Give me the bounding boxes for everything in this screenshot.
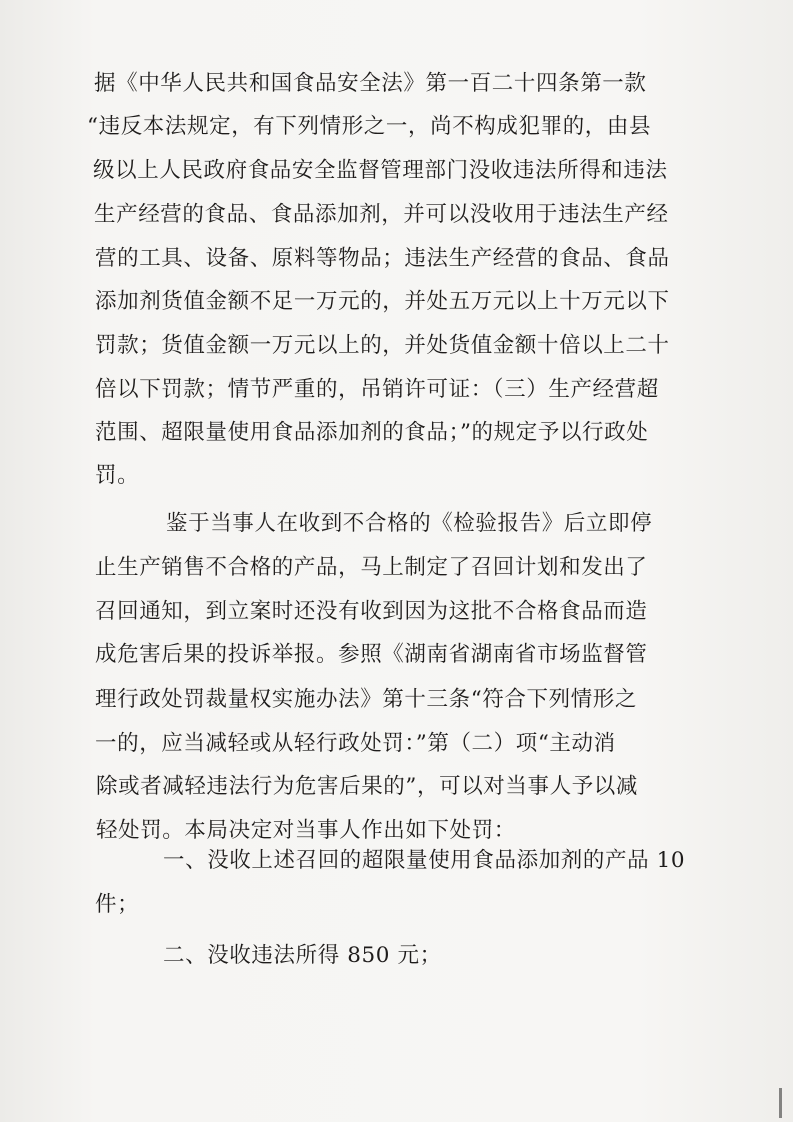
paragraph-2-line-6: 一的，应当减轻或从轻行政处罚：”第（二）项“主动消 xyxy=(95,731,616,756)
paragraph-1-line-6: 添加剂货值金额不足一万元的，并处五万元以上十万元以下 xyxy=(95,289,670,314)
paragraph-2-line-2: 止生产销售不合格的产品，马上制定了召回计划和发出了 xyxy=(95,555,648,580)
paragraph-1-line-3: 级以上人民政府食品安全监督管理部门没收违法所得和违法 xyxy=(93,158,668,183)
paragraph-1-line-5: 营的工具、设备、原料等物品；违法生产经营的食品、食品 xyxy=(95,246,670,271)
paragraph-1-line-1: 据《中华人民共和国食品安全法》第一百二十四条第一款 xyxy=(94,71,647,96)
paragraph-1-line-8: 倍以下罚款；情节严重的，吊销许可证：（三）生产经营超 xyxy=(95,377,659,402)
penalty-item-2: 二、没收违法所得 850 元； xyxy=(163,943,442,968)
paragraph-2-line-3: 召回通知，到立案时还没有收到因为这批不合格食品而造 xyxy=(95,599,648,624)
scan-edge-mark xyxy=(779,1088,782,1118)
paragraph-2-line-1: 鉴于当事人在收到不合格的《检验报告》后立即停 xyxy=(166,511,653,536)
paragraph-1-line-9: 范围、超限量使用食品添加剂的食品；”的规定予以行政处 xyxy=(95,420,649,445)
paragraph-2-line-8: 轻处罚。本局决定对当事人作出如下处罚： xyxy=(96,818,516,843)
paragraph-2-line-4: 成危害后果的投诉举报。参照《湖南省湖南省市场监督管 xyxy=(95,642,648,667)
paragraph-2-line-5: 理行政处罚裁量权实施办法》第十三条“符合下列情形之 xyxy=(95,687,637,712)
paragraph-2-line-7: 除或者减轻违法行为危害后果的”，可以对当事人予以减 xyxy=(96,774,638,799)
penalty-item-1-line-2: 件； xyxy=(95,892,140,917)
penalty-item-1-line-1: 一、没收上述召回的超限量使用食品添加剂的产品 10 xyxy=(163,848,686,873)
paragraph-1-line-10: 罚。 xyxy=(95,463,140,488)
paragraph-1-line-4: 生产经营的食品、食品添加剂，并可以没收用于违法生产经 xyxy=(94,202,669,227)
paragraph-1-line-7: 罚款；货值金额一万元以上的，并处货值金额十倍以上二十 xyxy=(95,333,670,358)
paragraph-1-line-2: “违反本法规定，有下列情形之一，尚不构成犯罪的，由县 xyxy=(87,114,652,139)
